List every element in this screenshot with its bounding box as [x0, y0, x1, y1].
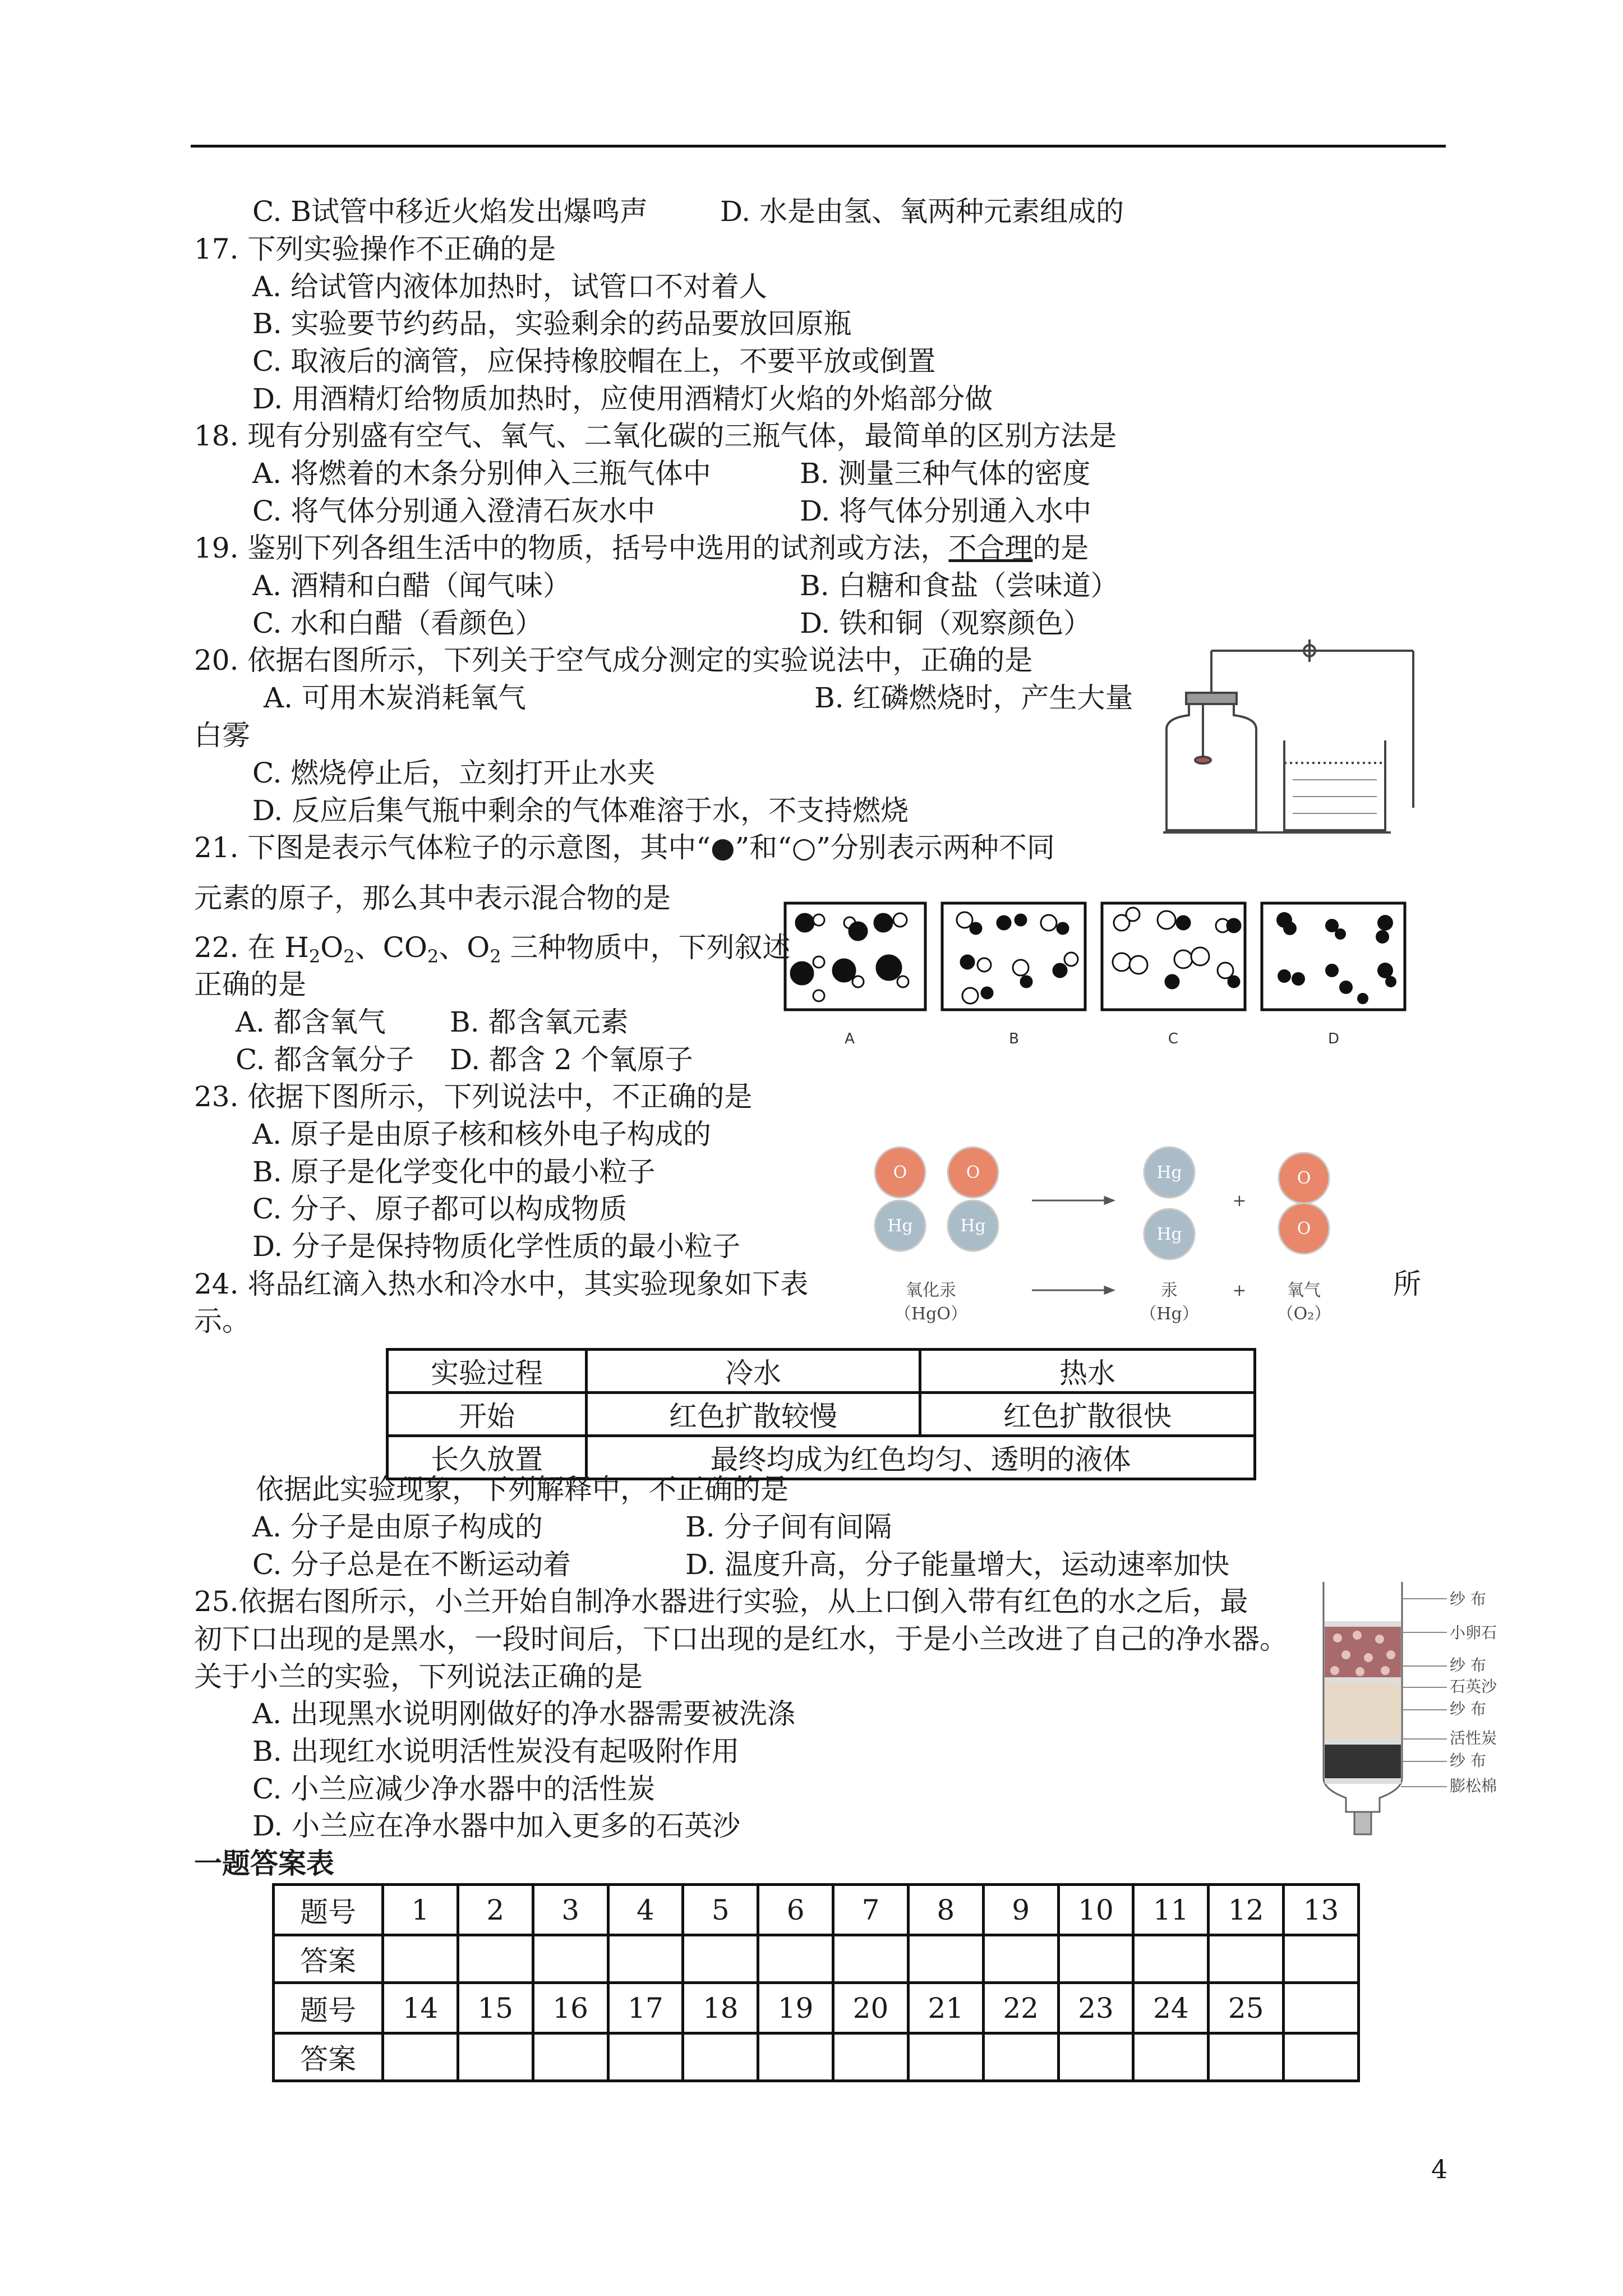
q23-option-b: B. 原子是化学变化中的最小粒子 — [252, 1156, 656, 1188]
question-number-cell — [1284, 1983, 1359, 2033]
answer-cell[interactable] — [1058, 1935, 1133, 1983]
particle-label-a: A — [845, 1030, 855, 1047]
atom-o-4: O — [1297, 1219, 1311, 1239]
question-number-cell: 11 — [1133, 1885, 1209, 1935]
particle-label-c: C — [1168, 1030, 1179, 1047]
q25-option-a: A. 出现黑水说明刚做好的净水器需要被洗涤 — [252, 1697, 795, 1730]
q18-option-a: A. 将燃着的木条分别伸入三瓶气体中 — [252, 457, 711, 490]
table-cell-cold-start: 红色扩散较慢 — [587, 1393, 920, 1436]
answer-cell[interactable] — [908, 2033, 983, 2081]
q24-option-b: B. 分子间有间隔 — [685, 1511, 892, 1543]
q25-line-1: 25.依据右图所示，小兰开始自制净水器进行实验，从上口倒入带有红色的水之后，最 — [194, 1585, 1248, 1618]
question-number-cell: 17 — [608, 1983, 683, 2033]
q22-option-d: D. 都含 2 个氧原子 — [450, 1043, 693, 1076]
q22-option-a: A. 都含氧气 — [236, 1006, 386, 1038]
answer-table-header-1: 题号 — [274, 1885, 383, 1935]
q20-option-d: D. 反应后集气瓶中剩余的气体难溶于水，不支持燃烧 — [252, 794, 909, 827]
answer-cell[interactable] — [1209, 2033, 1284, 2081]
table-cell-long-result: 最终均成为红色均匀、透明的液体 — [587, 1436, 1255, 1479]
q21-stem-cont: 元素的原子，那么其中表示混合物的是 — [194, 882, 671, 914]
hgo-formula: （HgO） — [895, 1304, 967, 1324]
table-header-process: 实验过程 — [388, 1350, 587, 1393]
hg-formula: （Hg） — [1140, 1304, 1199, 1324]
q24-stem: 24. 将品红滴入热水和冷水中，其实验现象如下表 — [194, 1268, 809, 1300]
answer-cell[interactable] — [1209, 1935, 1284, 1983]
answer-cell[interactable] — [1284, 2033, 1359, 2081]
answer-cell[interactable] — [683, 2033, 758, 2081]
answer-cell[interactable] — [383, 2033, 458, 2081]
answer-table-title: 一题答案表 — [194, 1847, 334, 1880]
q25-line-3: 关于小兰的实验，下列说法正确的是 — [194, 1660, 643, 1693]
q23-option-c: C. 分子、原子都可以构成物质 — [252, 1193, 628, 1225]
question-number-cell: 4 — [608, 1885, 683, 1935]
filter-label-gauze-2: 纱 布 — [1450, 1656, 1486, 1674]
question-number-cell: 8 — [908, 1885, 983, 1935]
atom-o-1: O — [893, 1163, 907, 1182]
particle-label-b: B — [1009, 1030, 1019, 1047]
question-number-cell: 16 — [533, 1983, 608, 2033]
answer-cell[interactable] — [383, 1935, 458, 1983]
q24-option-a: A. 分子是由原子构成的 — [252, 1511, 543, 1543]
filter-label-gauze-1: 纱 布 — [1450, 1590, 1486, 1608]
answer-cell[interactable] — [1058, 2033, 1133, 2081]
o2-name: 氧气 — [1287, 1281, 1321, 1300]
filter-label-cotton: 膨松棉 — [1450, 1777, 1497, 1795]
answer-cell[interactable] — [983, 1935, 1058, 1983]
q19-option-b: B. 白糖和食盐（尝味道） — [800, 569, 1119, 602]
filter-label-gauze-3: 纱 布 — [1450, 1700, 1486, 1718]
answer-cell[interactable] — [1284, 1935, 1359, 1983]
answer-cell[interactable] — [1133, 1935, 1209, 1983]
plus-sign-2: + — [1232, 1281, 1247, 1300]
q23-stem: 23. 依据下图所示，下列说法中，不正确的是 — [194, 1080, 753, 1113]
table-header-cold: 冷水 — [587, 1350, 920, 1393]
q19-stem: 19. 鉴别下列各组生活中的物质，括号中选用的试剂或方法，不合理的是 — [194, 532, 1089, 564]
q22-stem: 22. 在 $H_2O_2$、$CO_2$、$O_2$ 三种物质中，下列叙述 — [194, 931, 791, 967]
q24-experiment-table — [386, 1348, 1256, 1480]
atom-o-2: O — [966, 1163, 980, 1182]
q18-option-d: D. 将气体分别通入水中 — [800, 495, 1092, 527]
q20-option-a: A. 可用木炭消耗氧气 — [264, 682, 526, 714]
table-header-hot: 热水 — [920, 1350, 1255, 1393]
header-rule — [191, 145, 1446, 148]
question-number-cell: 20 — [833, 1983, 909, 2033]
question-number-cell: 10 — [1058, 1885, 1133, 1935]
hg-name: 汞 — [1161, 1281, 1178, 1300]
q25-option-d: D. 小兰应在净水器中加入更多的石英沙 — [252, 1810, 741, 1842]
question-number-cell: 3 — [533, 1885, 608, 1935]
answer-cell[interactable] — [533, 2033, 608, 2081]
table-cell-start: 开始 — [388, 1393, 587, 1436]
question-number-cell: 22 — [983, 1983, 1058, 2033]
answer-table-answer-label-2: 答案 — [274, 2033, 383, 2081]
q16-option-d: D. 水是由氢、氧两种元素组成的 — [720, 195, 1124, 228]
answer-cell[interactable] — [908, 1935, 983, 1983]
q20-option-b-cont: 白雾 — [194, 719, 250, 752]
q22-option-c: C. 都含氧分子 — [236, 1043, 414, 1076]
answer-table-header-2: 题号 — [274, 1983, 383, 2033]
filter-label-pebbles: 小卵石 — [1450, 1623, 1497, 1642]
q17-stem: 17. 下列实验操作不正确的是 — [194, 233, 556, 265]
answer-cell[interactable] — [608, 1935, 683, 1983]
question-number-cell: 18 — [683, 1983, 758, 2033]
atom-hg-1: Hg — [887, 1216, 913, 1236]
atom-hg-4: Hg — [1156, 1225, 1182, 1244]
answer-cell[interactable] — [833, 2033, 909, 2081]
q25-option-c: C. 小兰应减少净水器中的活性炭 — [252, 1773, 656, 1805]
atom-hg-3: Hg — [1156, 1163, 1182, 1182]
question-number-cell: 19 — [758, 1983, 833, 2033]
answer-cell[interactable] — [833, 1935, 909, 1983]
q17-option-d: D. 用酒精灯给物质加热时，应使用酒精灯火焰的外焰部分做 — [252, 383, 993, 415]
filter-label-activated-carbon: 活性炭 — [1450, 1729, 1497, 1747]
question-number-cell: 9 — [983, 1885, 1058, 1935]
q16-option-c: C. B试管中移近火焰发出爆鸣声 — [252, 195, 648, 228]
answer-cell[interactable] — [758, 1935, 833, 1983]
atom-o-3: O — [1297, 1168, 1311, 1188]
answer-cell[interactable] — [983, 2033, 1058, 2081]
table-cell-long: 长久放置 — [388, 1436, 587, 1479]
answer-cell[interactable] — [458, 1935, 533, 1983]
answer-table-answer-label-1: 答案 — [274, 1935, 383, 1983]
o2-formula: （O₂） — [1276, 1304, 1331, 1324]
q24-stem-tail: 所 — [1393, 1268, 1421, 1300]
question-number-cell: 24 — [1133, 1983, 1209, 2033]
q20-stem: 20. 依据右图所示，下列关于空气成分测定的实验说法中，正确的是 — [194, 644, 1033, 677]
question-number-cell: 2 — [458, 1885, 533, 1935]
q25-line-2: 初下口出现的是黑水，一段时间后，下口出现的是红水，于是小兰改进了自己的净水器。 — [194, 1623, 1288, 1655]
q19-underlined-word: 不合理 — [948, 532, 1033, 564]
answer-table — [272, 1883, 1360, 2082]
answer-cell[interactable] — [758, 2033, 833, 2081]
air-composition-apparatus — [1155, 617, 1469, 836]
q17-option-c: C. 取液后的滴管，应保持橡胶帽在上，不要平放或倒置 — [252, 345, 936, 378]
q24-follow: 依据此实验现象，下列解释中，不正确的是 — [256, 1473, 789, 1506]
question-number-cell: 1 — [383, 1885, 458, 1935]
q24-option-d: D. 温度升高，分子能量增大，运动速率加快 — [685, 1548, 1230, 1581]
question-number-cell: 14 — [383, 1983, 458, 2033]
table-cell-hot-start: 红色扩散很快 — [920, 1393, 1255, 1436]
q19-option-a: A. 酒精和白醋（闻气味） — [252, 569, 571, 602]
q19-option-c: C. 水和白醋（看颜色） — [252, 607, 543, 639]
question-number-cell: 21 — [908, 1983, 983, 2033]
question-number-cell: 6 — [758, 1885, 833, 1935]
answer-cell[interactable] — [458, 2033, 533, 2081]
q22-option-b: B. 都含氧元素 — [450, 1006, 629, 1038]
filter-label-quartz-sand: 石英沙 — [1450, 1677, 1497, 1696]
q24-option-c: C. 分子总是在不断运动着 — [252, 1548, 571, 1581]
answer-cell[interactable] — [533, 1935, 608, 1983]
particle-diagram — [780, 898, 1413, 1060]
question-number-cell: 7 — [833, 1885, 909, 1935]
plus-sign-1: + — [1232, 1191, 1247, 1211]
filter-label-gauze-4: 纱 布 — [1450, 1751, 1486, 1770]
q23-option-d: D. 分子是保持物质化学性质的最小粒子 — [252, 1230, 741, 1263]
q17-option-a: A. 给试管内液体加热时，试管口不对着人 — [252, 270, 767, 303]
q18-option-b: B. 测量三种气体的密度 — [800, 457, 1091, 490]
q18-option-c: C. 将气体分别通入澄清石灰水中 — [252, 495, 656, 527]
q25-option-b: B. 出现红水说明活性炭没有起吸附作用 — [252, 1735, 740, 1768]
answer-cell[interactable] — [608, 2033, 683, 2081]
q20-option-c: C. 燃烧停止后，立刻打开止水夹 — [252, 757, 656, 789]
question-number-cell: 23 — [1058, 1983, 1133, 2033]
atom-hg-2: Hg — [960, 1216, 986, 1236]
q21-stem: 21. 下图是表示气体粒子的示意图，其中“●”和“○”分别表示两种不同 — [194, 831, 1055, 864]
q23-option-a: A. 原子是由原子核和核外电子构成的 — [252, 1118, 711, 1151]
page-number: 4 — [1431, 2154, 1448, 2184]
answer-cell[interactable] — [1133, 2033, 1209, 2081]
question-number-cell: 25 — [1209, 1983, 1284, 2033]
q18-stem: 18. 现有分别盛有空气、氧气、二氧化碳的三瓶气体，最简单的区别方法是 — [194, 420, 1117, 452]
particle-label-d: D — [1327, 1030, 1340, 1047]
question-number-cell: 13 — [1284, 1885, 1359, 1935]
water-filter-figure — [1312, 1576, 1531, 1840]
q24-stem-cont: 示。 — [194, 1305, 250, 1337]
q22-stem-cont: 正确的是 — [194, 968, 306, 1001]
question-number-cell: 5 — [683, 1885, 758, 1935]
answer-cell[interactable] — [683, 1935, 758, 1983]
question-number-cell: 12 — [1209, 1885, 1284, 1935]
hgo-name: 氧化汞 — [906, 1281, 956, 1300]
q20-option-b: B. 红磷燃烧时，产生大量 — [814, 682, 1133, 714]
mercury-oxide-decomposition-figure — [858, 1139, 1380, 1329]
q17-option-b: B. 实验要节约药品，实验剩余的药品要放回原瓶 — [252, 307, 852, 340]
q19-option-d: D. 铁和铜（观察颜色） — [800, 607, 1092, 639]
question-number-cell: 15 — [458, 1983, 533, 2033]
